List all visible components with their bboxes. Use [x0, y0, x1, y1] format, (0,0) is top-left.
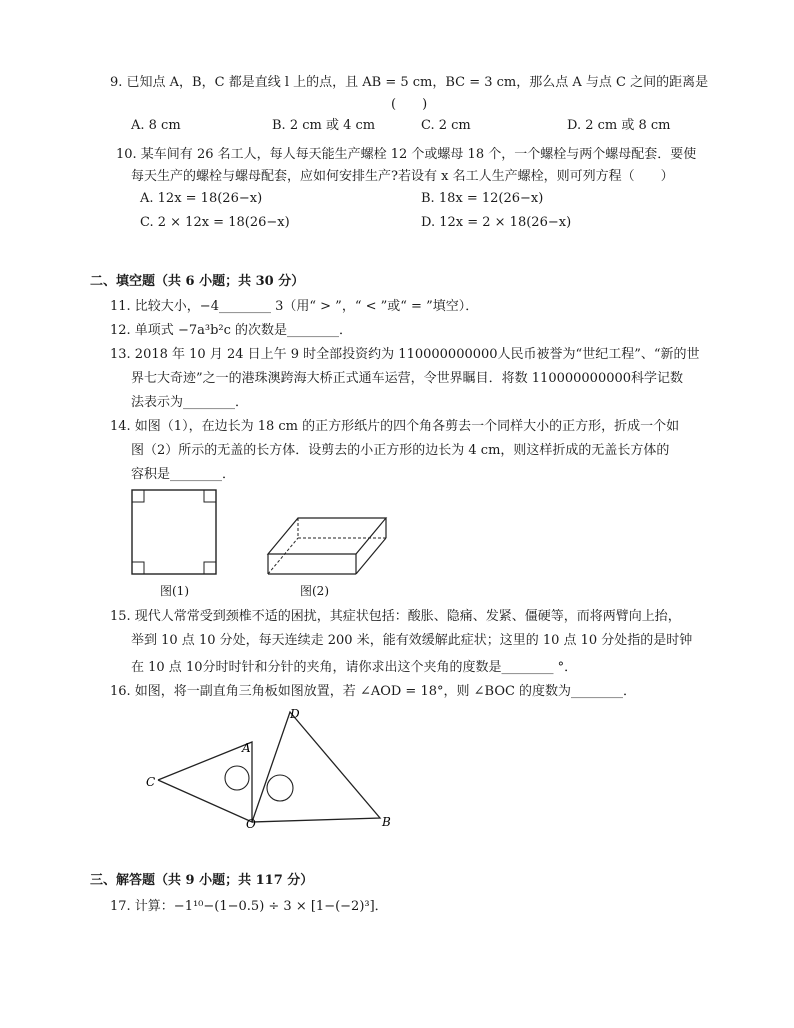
- q17: 17. 计算：−1¹⁰−(1−0.5) ÷ 3 × [1−(−2)³]．: [110, 899, 388, 914]
- q9-stem: 9. 已知点 A，B，C 都是直线 l 上的点，且 AB = 5 cm，BC = 3 cm，那么点 A 与点 C 之间的距离是: [110, 75, 709, 90]
- q9-option-a: A. 8 cm: [131, 118, 181, 133]
- label-a: A: [242, 741, 251, 755]
- q12: 12. 单项式 −7a³b²c 的次数是________．: [110, 323, 353, 338]
- q13-line3: 法表示为________．: [131, 395, 249, 410]
- figure-2-open-box: [262, 508, 394, 580]
- label-d: D: [290, 707, 300, 721]
- q14-line1: 14. 如图（1），在边长为 18 cm 的正方形纸片的四个角各剪去一个同样大小的正方形，折成一个如: [110, 419, 680, 434]
- figure-1-square: [126, 484, 222, 580]
- q10-option-a: A. 12x = 18(26−x): [140, 191, 263, 206]
- q14-line3: 容积是________．: [131, 467, 236, 482]
- section-2-heading: 二、填空题（共 6 小题；共 30 分）: [90, 274, 305, 289]
- label-o: O: [246, 817, 256, 831]
- label-b: B: [382, 815, 391, 829]
- q9-option-d: D. 2 cm 或 8 cm: [567, 118, 671, 133]
- q13-line1: 13. 2018 年 10 月 24 日上午 9 时全部投资约为 110000000000人民币被誉为“世纪工程”、“新的世: [110, 347, 700, 362]
- triangle-set-square-figure: [140, 700, 410, 836]
- q15-line1: 15. 现代人常常受到颈椎不适的困扰，其症状包括：酸胀、隐痛、发紧、僵硬等，而将两臂向上抬，: [110, 609, 681, 624]
- section-3-heading: 三、解答题（共 9 小题；共 117 分）: [90, 873, 314, 888]
- q10-stem-line2: 每天生产的螺栓与螺母配套，应如何安排生产?若设有 x 名工人生产螺栓，则可列方程（ ）: [131, 169, 674, 184]
- q15-line2: 举到 10 点 10 分处，每天连续走 200 米，能有效缓解此症状；这里的 10 点 10 分处指的是时钟: [131, 633, 693, 648]
- q16: 16. 如图，将一副直角三角板如图放置，若 ∠AOD = 18°，则 ∠BOC 的度数为________．: [110, 684, 637, 699]
- q13-line2: 界七大奇迹”之一的港珠澳跨海大桥正式通车运营，令世界瞩目．将数 110000000000科学记数: [131, 371, 684, 386]
- q11: 11. 比较大小，−4________ 3（用“ > ”，“ < ”或“ = ”填空）．: [110, 299, 479, 314]
- q9-paren: ( ): [391, 97, 428, 112]
- q15-line3: 在 10 点 10分时时针和分针的夹角，请你求出这个夹角的度数是________ °．: [131, 660, 578, 675]
- figure-2-caption: 图(2): [300, 584, 329, 598]
- q10-option-d: D. 12x = 2 × 18(26−x): [421, 215, 572, 230]
- q10-stem-line1: 10. 某车间有 26 名工人，每人每天能生产螺栓 12 个或螺母 18 个，一个螺栓与两个螺母配套．要使: [116, 147, 697, 162]
- label-c: C: [146, 775, 156, 789]
- q9-option-b: B. 2 cm 或 4 cm: [272, 118, 376, 133]
- q14-line2: 图（2）所示的无盖的长方体．设剪去的小正方形的边长为 4 cm，则这样折成的无盖长方体的: [131, 443, 670, 458]
- q9-option-c: C. 2 cm: [421, 118, 471, 133]
- q10-option-c: C. 2 × 12x = 18(26−x): [140, 215, 290, 230]
- figure-1-caption: 图(1): [160, 584, 189, 598]
- q10-option-b: B. 18x = 12(26−x): [421, 191, 544, 206]
